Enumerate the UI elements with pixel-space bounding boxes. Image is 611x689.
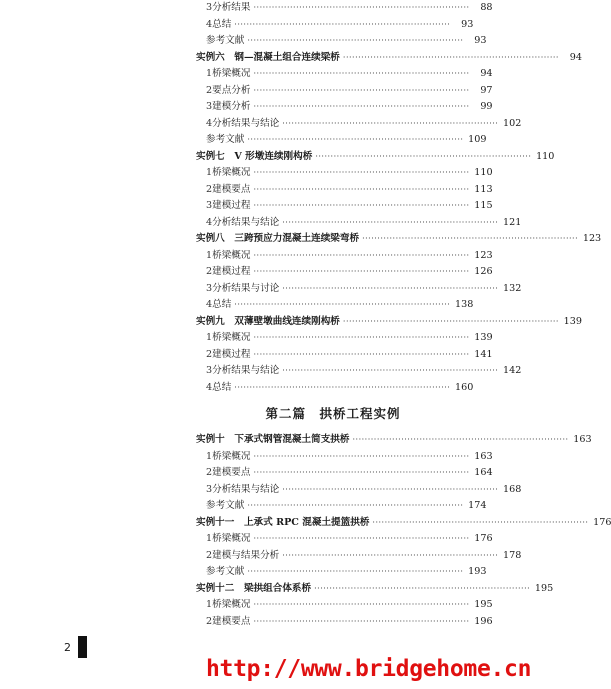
toc-entry-title: 桥梁概况 — [212, 599, 251, 610]
toc-entry-number: 1 — [206, 68, 213, 79]
toc-entry-page: 168 — [503, 483, 522, 495]
toc-entry-page: 94 — [569, 51, 582, 63]
toc-section-entry[interactable] — [196, 380, 474, 396]
toc-entry-page: 195 — [534, 582, 554, 594]
toc-entry-title: 分析结果与结论 — [212, 216, 280, 228]
toc-dot-leader: ······································································· — [342, 316, 559, 326]
toc-entry-page: 115 — [474, 200, 493, 211]
toc-entry-page: 163 — [474, 450, 493, 462]
toc-entry-page: 132 — [503, 282, 522, 294]
toc-entry-title: 参考文献 — [206, 35, 245, 46]
toc-entry-title: 桥梁概况 — [212, 167, 251, 178]
toc-entry-title: 建模要点 — [212, 467, 251, 478]
toc-section-entry[interactable] — [196, 597, 493, 613]
toc-section-entry[interactable] — [196, 83, 493, 99]
toc-entry-title: 要点分析 — [212, 84, 251, 96]
toc-entry-page: 94 — [480, 68, 493, 79]
toc-entry-number: 2 — [206, 266, 213, 277]
toc-entry-page: 123 — [582, 233, 602, 244]
toc-chapter-entry[interactable] — [196, 314, 582, 330]
toc-entry-page: 160 — [455, 381, 474, 393]
toc-entry-number: 2 — [206, 615, 213, 627]
toc-section-entry[interactable] — [196, 165, 493, 181]
toc-entry-number: 3 — [206, 101, 213, 112]
toc-entry-number: 1 — [206, 450, 213, 462]
toc-dot-leader: ······································································· — [253, 534, 470, 543]
toc-entry-page: 163 — [573, 434, 592, 445]
toc-chapter-entry[interactable] — [196, 50, 582, 66]
toc-entry-page: 176 — [593, 516, 611, 528]
toc-dot-leader: ······································································· — [247, 135, 464, 144]
toc-entry-page: 178 — [503, 549, 522, 561]
toc-dot-leader: ······································································· — [314, 583, 531, 593]
toc-entry-number: 1 — [206, 167, 213, 178]
toc-dot-leader: ······································································· — [253, 102, 470, 111]
toc-section-entry[interactable] — [196, 116, 522, 132]
toc-entry-title: 实例十二 梁拱组合体系桥 — [196, 582, 312, 594]
toc-dot-leader: ······································································· — [253, 69, 470, 78]
toc-entry-page: 110 — [536, 150, 555, 162]
toc-chapter-entry[interactable] — [196, 581, 554, 597]
toc-entry-title: 总结 — [212, 299, 232, 310]
toc-entry-title: 建模要点 — [212, 615, 251, 627]
toc-entry-title: 建模分析 — [212, 101, 251, 112]
toc-entry-title: 建模过程 — [212, 266, 251, 277]
toc-entry-title: 实例十 下承式钢管混凝土简支拱桥 — [196, 434, 350, 445]
toc-entry-page: 126 — [474, 266, 493, 277]
toc-section-entry[interactable] — [196, 17, 474, 33]
toc-reference-entry[interactable] — [196, 564, 487, 580]
toc-entry-title: 总结 — [212, 18, 232, 30]
toc-section-entry[interactable] — [196, 449, 493, 465]
toc-section-entry[interactable] — [196, 215, 522, 231]
toc-entry-number: 2 — [206, 183, 213, 195]
toc-dot-leader: ······································································· — [352, 435, 569, 444]
toc-entry-number: 1 — [206, 533, 213, 544]
toc-section-entry[interactable] — [196, 182, 493, 198]
toc-entry-page: 164 — [474, 467, 493, 478]
toc-section-entry[interactable] — [196, 297, 474, 313]
toc-section-entry[interactable] — [196, 281, 522, 297]
toc-dot-leader: ······································································· — [282, 366, 499, 375]
toc-dot-leader: ······································································· — [372, 517, 589, 527]
toc-entry-page: 138 — [455, 299, 474, 310]
toc-section-entry[interactable] — [196, 347, 493, 363]
toc-entry-title: 桥梁概况 — [212, 450, 251, 462]
toc-dot-leader: ······································································· — [282, 217, 499, 227]
toc-entry-number: 4 — [206, 299, 213, 310]
toc-entry-number: 4 — [206, 381, 213, 393]
toc-entry-number: 3 — [206, 365, 213, 376]
toc-entry-title: 分析结果与结论 — [212, 365, 280, 376]
toc-dot-leader: ······································································· — [247, 36, 464, 45]
toc-section-entry[interactable] — [196, 548, 522, 564]
toc-entry-page: 113 — [474, 183, 493, 195]
toc-entry-page: 121 — [503, 216, 522, 228]
toc-dot-leader: ······································································· — [282, 118, 499, 128]
toc-reference-entry[interactable] — [196, 498, 487, 514]
part-heading: 第二篇 拱桥工程实例 — [265, 406, 401, 421]
toc-section-entry[interactable] — [196, 482, 522, 498]
toc-entry-title: 实例十一 上承式 RPC 混凝土提篮拱桥 — [196, 516, 370, 528]
toc-dot-leader: ······································································· — [253, 3, 470, 12]
toc-dot-leader: ······································································· — [282, 484, 499, 494]
toc-entry-title: 分析结果与结论 — [212, 117, 280, 129]
toc-dot-leader: ······································································· — [253, 168, 470, 177]
toc-section-entry[interactable] — [196, 248, 493, 264]
toc-entry-title: 桥梁概况 — [212, 249, 251, 261]
toc-entry-title: 分析结果 — [212, 2, 251, 13]
toc-dot-leader: ······································································· — [234, 382, 451, 392]
toc-dot-leader: ······································································· — [253, 600, 470, 609]
toc-entry-page: 142 — [503, 365, 522, 376]
toc-dot-leader: ······································································· — [234, 300, 451, 309]
toc-entry-page: 141 — [474, 348, 493, 360]
page-number: 2 — [64, 641, 71, 654]
page-marker — [78, 636, 87, 658]
toc-entry-page: 88 — [480, 2, 493, 13]
toc-entry-number: 2 — [206, 467, 213, 478]
toc-entry-page: 93 — [474, 35, 487, 46]
toc-entry-number: 1 — [206, 599, 213, 610]
toc-dot-leader: ······································································· — [362, 234, 579, 243]
toc-reference-entry[interactable] — [196, 33, 487, 49]
toc-entry-page: 196 — [474, 615, 493, 627]
toc-chapter-entry[interactable] — [196, 231, 602, 247]
toc-entry-title: 分析结果与结论 — [212, 483, 280, 495]
toc-entry-page: 102 — [503, 117, 522, 129]
toc-entry-number: 1 — [206, 332, 213, 343]
toc-entry-page: 176 — [474, 533, 493, 544]
toc-entry-number: 1 — [206, 249, 213, 261]
toc-dot-leader: ······································································· — [234, 19, 451, 29]
toc-entry-number: 3 — [206, 2, 213, 13]
toc-entry-page: 97 — [480, 84, 493, 96]
toc-entry-page: 109 — [468, 134, 487, 145]
toc-section-entry[interactable] — [196, 0, 493, 16]
watermark-url[interactable]: http://www.bridgehome.cn — [206, 656, 532, 682]
toc-entry-page: 139 — [563, 315, 582, 327]
toc-entry-page: 174 — [468, 500, 487, 511]
toc-dot-leader: ······································································· — [342, 52, 559, 62]
toc-entry-number: 4 — [206, 117, 213, 129]
toc-dot-leader: ······································································· — [253, 250, 470, 260]
toc-entry-title: 参考文献 — [206, 500, 245, 511]
toc-entry-page: 193 — [468, 566, 487, 577]
toc-dot-leader: ······································································· — [282, 550, 499, 560]
toc-entry-page: 139 — [474, 332, 493, 343]
toc-entry-number: 4 — [206, 18, 213, 30]
toc-entry-page: 195 — [474, 599, 493, 610]
toc-entry-number: 3 — [206, 200, 213, 211]
toc-section-entry[interactable] — [196, 198, 493, 214]
toc-entry-title: 建模过程 — [212, 348, 251, 360]
toc-entry-number: 4 — [206, 216, 213, 228]
toc-section-entry[interactable] — [196, 465, 493, 481]
toc-dot-leader: ······································································· — [253, 267, 470, 276]
toc-dot-leader: ······································································· — [253, 184, 470, 194]
toc-entry-page: 99 — [480, 101, 493, 112]
toc-reference-entry[interactable] — [196, 132, 487, 148]
toc-chapter-entry[interactable] — [196, 515, 611, 531]
toc-entry-page: 123 — [474, 249, 493, 261]
toc-dot-leader: ······································································· — [253, 333, 470, 342]
toc-entry-number: 3 — [206, 483, 213, 495]
toc-entry-title: 实例七 V 形墩连续刚构桥 — [196, 150, 313, 162]
toc-section-entry[interactable] — [196, 66, 493, 82]
toc-entry-title: 实例六 钢—混凝土组合连续梁桥 — [196, 51, 340, 63]
toc-dot-leader: ······································································· — [253, 451, 470, 461]
toc-section-entry[interactable] — [196, 99, 493, 115]
toc-section-entry[interactable] — [196, 264, 493, 280]
toc-entry-number: 2 — [206, 549, 213, 561]
toc-section-entry[interactable] — [196, 531, 493, 547]
toc-dot-leader: ······································································· — [253, 201, 470, 210]
toc-entry-title: 桥梁概况 — [212, 332, 251, 343]
toc-chapter-entry[interactable] — [196, 432, 592, 448]
toc-section-entry[interactable] — [196, 614, 493, 630]
toc-dot-leader: ······································································· — [282, 283, 499, 293]
toc-entry-title: 建模过程 — [212, 200, 251, 211]
toc-dot-leader: ······································································· — [253, 616, 470, 626]
toc-entry-title: 参考文献 — [206, 566, 245, 577]
toc-chapter-entry[interactable] — [196, 149, 555, 165]
toc-entry-page: 93 — [461, 18, 474, 30]
toc-dot-leader: ······································································· — [247, 501, 464, 510]
toc-entry-title: 实例九 双薄壁墩曲线连续刚构桥 — [196, 315, 340, 327]
toc-entry-title: 总结 — [212, 381, 232, 393]
toc-dot-leader: ······································································· — [247, 567, 464, 576]
toc-entry-title: 建模与结果分析 — [212, 549, 280, 561]
toc-dot-leader: ······································································· — [253, 349, 470, 359]
toc-entry-number: 2 — [206, 84, 213, 96]
toc-section-entry[interactable] — [196, 330, 493, 346]
toc-dot-leader: ······································································· — [253, 468, 470, 477]
toc-entry-page: 110 — [474, 167, 493, 178]
toc-entry-number: 2 — [206, 348, 213, 360]
toc-entry-title: 桥梁概况 — [212, 68, 251, 79]
toc-entry-title: 实例八 三跨预应力混凝土连续梁弯桥 — [196, 233, 360, 244]
toc-entry-title: 分析结果与讨论 — [212, 282, 280, 294]
toc-entry-number: 3 — [206, 282, 213, 294]
toc-dot-leader: ······································································· — [253, 85, 470, 95]
toc-section-entry[interactable] — [196, 363, 522, 379]
toc-entry-title: 建模要点 — [212, 183, 251, 195]
toc-entry-title: 桥梁概况 — [212, 533, 251, 544]
toc-dot-leader: ······································································· — [315, 151, 532, 161]
toc-entry-title: 参考文献 — [206, 134, 245, 145]
